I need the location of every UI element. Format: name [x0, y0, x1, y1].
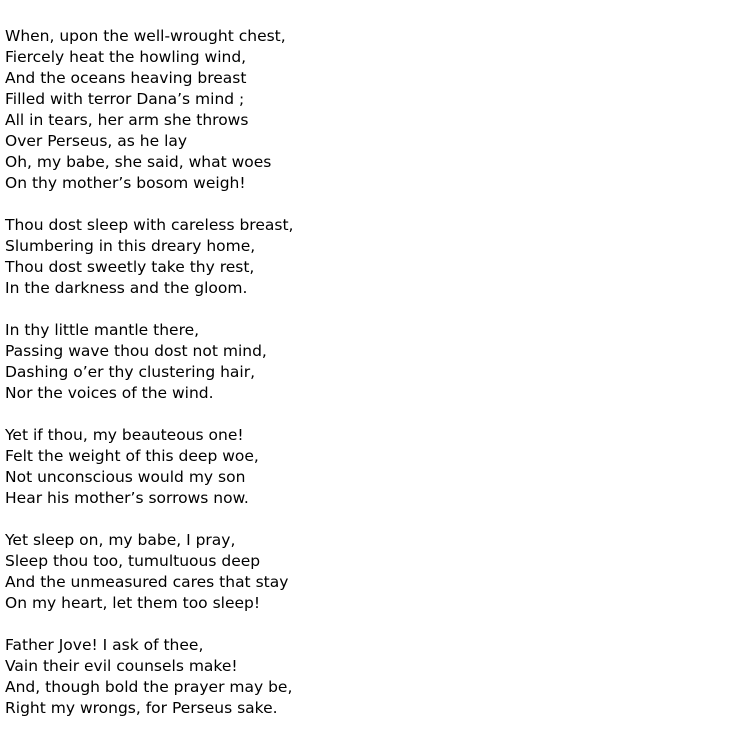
- poem-line: Father Jove! I ask of thee,: [5, 636, 204, 654]
- poem-line: Fiercely heat the howling wind,: [5, 48, 247, 66]
- poem-text: [5, 26, 745, 719]
- poem-line: And, though bold the prayer may be,: [5, 678, 293, 696]
- poem-line: Yet sleep on, my babe, I pray,: [5, 531, 236, 549]
- poem-line: All in tears, her arm she throws: [5, 111, 249, 129]
- poem-line: And the oceans heaving breast: [5, 69, 247, 87]
- poem-line: Oh, my babe, she said, what woes: [5, 153, 272, 171]
- poem-line: Slumbering in this dreary home,: [5, 237, 256, 255]
- poem-line: Filled with terror Dana’s mind ;: [5, 90, 245, 108]
- stanza-6: [5, 635, 745, 719]
- poem-line: Yet if thou, my beauteous one!: [5, 426, 244, 444]
- poem-line: Not unconscious would my son: [5, 468, 246, 486]
- poem-line: And the unmeasured cares that stay: [5, 573, 289, 591]
- poem-line: In thy little mantle there,: [5, 321, 200, 339]
- poem-line: On my heart, let them too sleep!: [5, 594, 261, 612]
- poem-line: Over Perseus, as he lay: [5, 132, 188, 150]
- stanza-4: [5, 425, 745, 509]
- poem-line: Thou dost sweetly take thy rest,: [5, 258, 255, 276]
- stanza-1: [5, 26, 745, 194]
- poem-line: Right my wrongs, for Perseus sake.: [5, 699, 278, 717]
- poem-line: In the darkness and the gloom.: [5, 279, 248, 297]
- poem-line: Dashing o’er thy clustering hair,: [5, 363, 256, 381]
- poem-line: Thou dost sleep with careless breast,: [5, 216, 294, 234]
- poem-line: Felt the weight of this deep woe,: [5, 447, 259, 465]
- poem-line: Nor the voices of the wind.: [5, 384, 214, 402]
- poem-line: Sleep thou too, tumultuous deep: [5, 552, 261, 570]
- poem-line: Passing wave thou dost not mind,: [5, 342, 267, 360]
- stanza-2: [5, 215, 745, 299]
- stanza-5: [5, 530, 745, 614]
- poem-line: Vain their evil counsels make!: [5, 657, 238, 675]
- stanza-3: [5, 320, 745, 404]
- poem-line: Hear his mother’s sorrows now.: [5, 489, 249, 507]
- poem-line: When, upon the well-wrought chest,: [5, 27, 286, 45]
- poem-line: On thy mother’s bosom weigh!: [5, 174, 246, 192]
